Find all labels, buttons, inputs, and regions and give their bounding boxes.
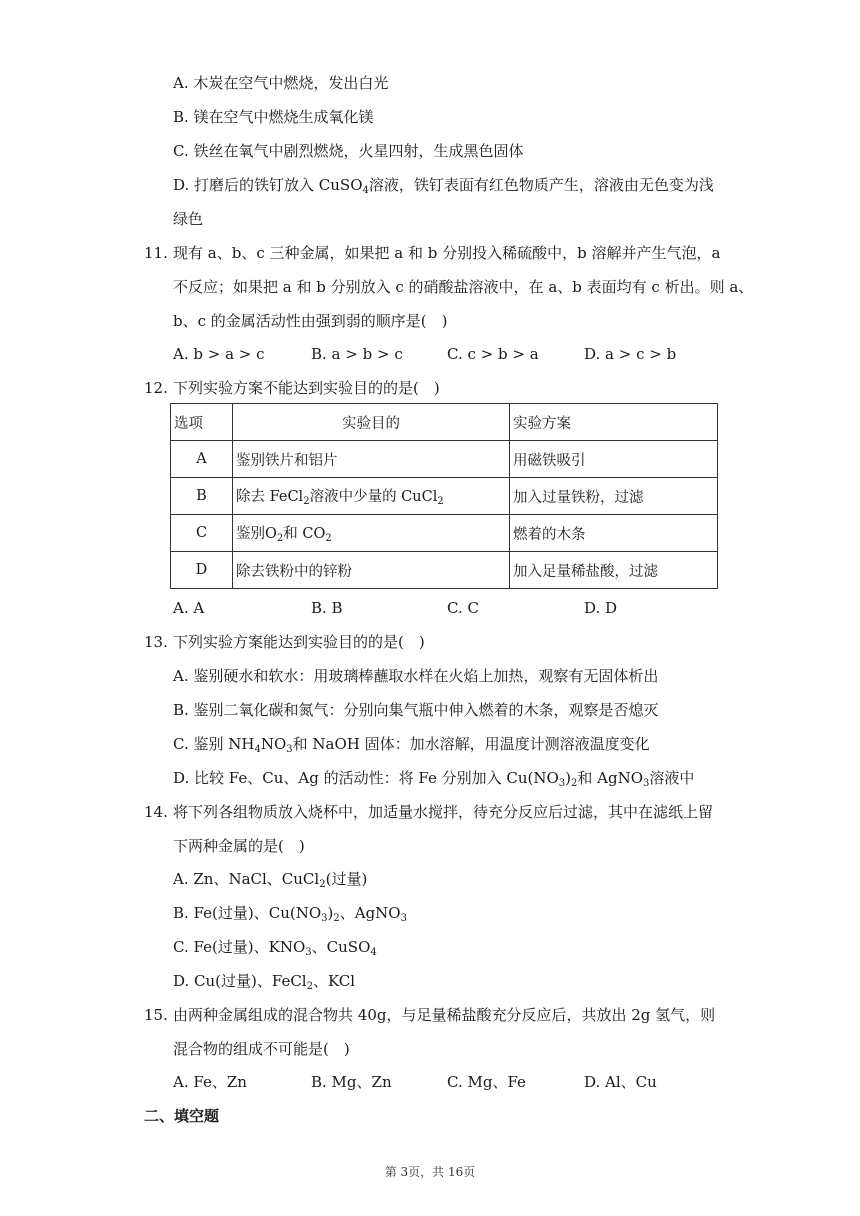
table-cell-option: A xyxy=(171,441,233,478)
q13-option-c: C. 鉴别 $NH_4NO_3$和 NaOH 固体：加水溶解，用温度计测溶液温度变化 xyxy=(173,735,650,755)
q13-option-d: D. 比较 Fe、Cu、Ag 的活动性：将 Fe 分别加入 $Cu(NO_3)_2$和 AgNO$_3$溶液中 xyxy=(173,769,695,789)
table-header-goal: 实验目的 xyxy=(233,404,510,441)
q14-option-a: A. Zn、NaCl、CuCl$_2$(过量) xyxy=(173,870,368,890)
q10-option-c: C. 铁丝在氧气中剧烈燃烧，火星四射，生成黑色固体 xyxy=(173,142,524,160)
q11-text-2: 不反应；如果把 a 和 b 分别放入 c 的硝酸盐溶液中，在 a、b 表面均有 c 析出。则 a、 xyxy=(173,278,754,296)
q11-number: 11. xyxy=(144,244,168,262)
page-footer: 第 3页，共 16页 xyxy=(384,1165,476,1179)
q14-number: 14. xyxy=(144,803,168,821)
q13-text: 下列实验方案能达到实验目的的是( ) xyxy=(173,633,425,651)
q11-choice-d: D. a > c > b xyxy=(584,345,677,363)
table-cell-goal: 除去 FeCl$_2$溶液中少量的 CuCl$_2$ xyxy=(233,478,510,515)
q12-number: 12. xyxy=(144,379,168,397)
table-row xyxy=(171,478,718,515)
q15-choice-d: D. Al、Cu xyxy=(584,1073,657,1091)
q14-option-c: C. Fe(过量)、$KNO_3$、CuSO$_4$ xyxy=(173,938,377,958)
table-header-row xyxy=(171,404,718,441)
q10-option-b: B. 镁在空气中燃烧生成氧化镁 xyxy=(173,108,374,126)
q13-option-b: B. 鉴别二氧化碳和氮气：分别向集气瓶中伸入燃着的木条，观察是否熄灭 xyxy=(173,701,659,719)
table-cell-option: D xyxy=(171,552,233,589)
q10-option-a: A. 木炭在空气中燃烧，发出白光 xyxy=(173,74,389,92)
table-header-plan: 实验方案 xyxy=(510,404,718,441)
q14-option-b: B. Fe(过量)、$Cu(NO_3)_2$、AgNO$_3$ xyxy=(173,904,407,924)
q12-choice-d: D. D xyxy=(584,599,618,617)
q11-choice-a: A. b > a > c xyxy=(173,345,265,363)
table-cell-plan: 加入足量稀盐酸，过滤 xyxy=(510,552,718,589)
table-cell-option: B xyxy=(171,478,233,515)
q14-option-d: D. Cu(过量)、FeCl$_2$、KCl xyxy=(173,972,356,992)
table-row xyxy=(171,441,718,478)
table-row xyxy=(171,515,718,552)
q11-choice-b: B. a > b > c xyxy=(311,345,403,363)
q14-text-1: 将下列各组物质放入烧杯中，加适量水搅拌，待充分反应后过滤，其中在滤纸上留 xyxy=(173,803,714,821)
table-cell-plan: 用磁铁吸引 xyxy=(510,441,718,478)
q11-choice-c: C. c > b > a xyxy=(447,345,539,363)
q15-choice-a: A. Fe、Zn xyxy=(173,1073,247,1091)
q15-choice-b: B. Mg、Zn xyxy=(311,1073,392,1091)
table-cell-goal: 除去铁粉中的锌粉 xyxy=(233,552,510,589)
table-cell-option: C xyxy=(171,515,233,552)
q12-choice-c: C. C xyxy=(447,599,479,617)
q13-option-a: A. 鉴别硬水和软水：用玻璃棒蘸取水样在火焰上加热，观察有无固体析出 xyxy=(173,667,659,685)
experiment-table xyxy=(170,403,718,589)
q15-number: 15. xyxy=(144,1006,168,1024)
q12-choice-b: B. B xyxy=(311,599,343,617)
table-cell-plan: 燃着的木条 xyxy=(510,515,718,552)
q15-choice-c: C. Mg、Fe xyxy=(447,1073,526,1091)
q10-option-d: D. 打磨后的铁钉放入 CuSO$_4$溶液，铁钉表面有红色物质产生，溶液由无色变为浅 xyxy=(173,176,714,196)
q12-text: 下列实验方案不能达到实验目的的是( ) xyxy=(173,379,440,397)
q15-text-2: 混合物的组成不可能是( ) xyxy=(173,1040,350,1058)
table-cell-goal: 鉴别$O_2$和 $CO_2$ xyxy=(233,515,510,552)
section-heading: 二、填空题 xyxy=(144,1107,220,1125)
q11-text-3: b、c 的金属活动性由强到弱的顺序是( ) xyxy=(173,312,448,330)
q11-text-1: 现有 a、b、c 三种金属，如果把 a 和 b 分别投入稀硫酸中，b 溶解并产生气泡，a xyxy=(173,244,721,262)
table-cell-goal: 鉴别铁片和铝片 xyxy=(233,441,510,478)
q14-text-2: 下两种金属的是( ) xyxy=(173,837,305,855)
q10-option-d-cont: 绿色 xyxy=(173,210,204,228)
q12-choice-a: A. A xyxy=(173,599,205,617)
q13-number: 13. xyxy=(144,633,168,651)
q15-text-1: 由两种金属组成的混合物共 40g，与足量稀盐酸充分反应后，共放出 2g 氢气，则 xyxy=(173,1006,716,1024)
table-cell-plan: 加入过量铁粉，过滤 xyxy=(510,478,718,515)
table-header-option: 选项 xyxy=(171,404,233,441)
table-row xyxy=(171,552,718,589)
